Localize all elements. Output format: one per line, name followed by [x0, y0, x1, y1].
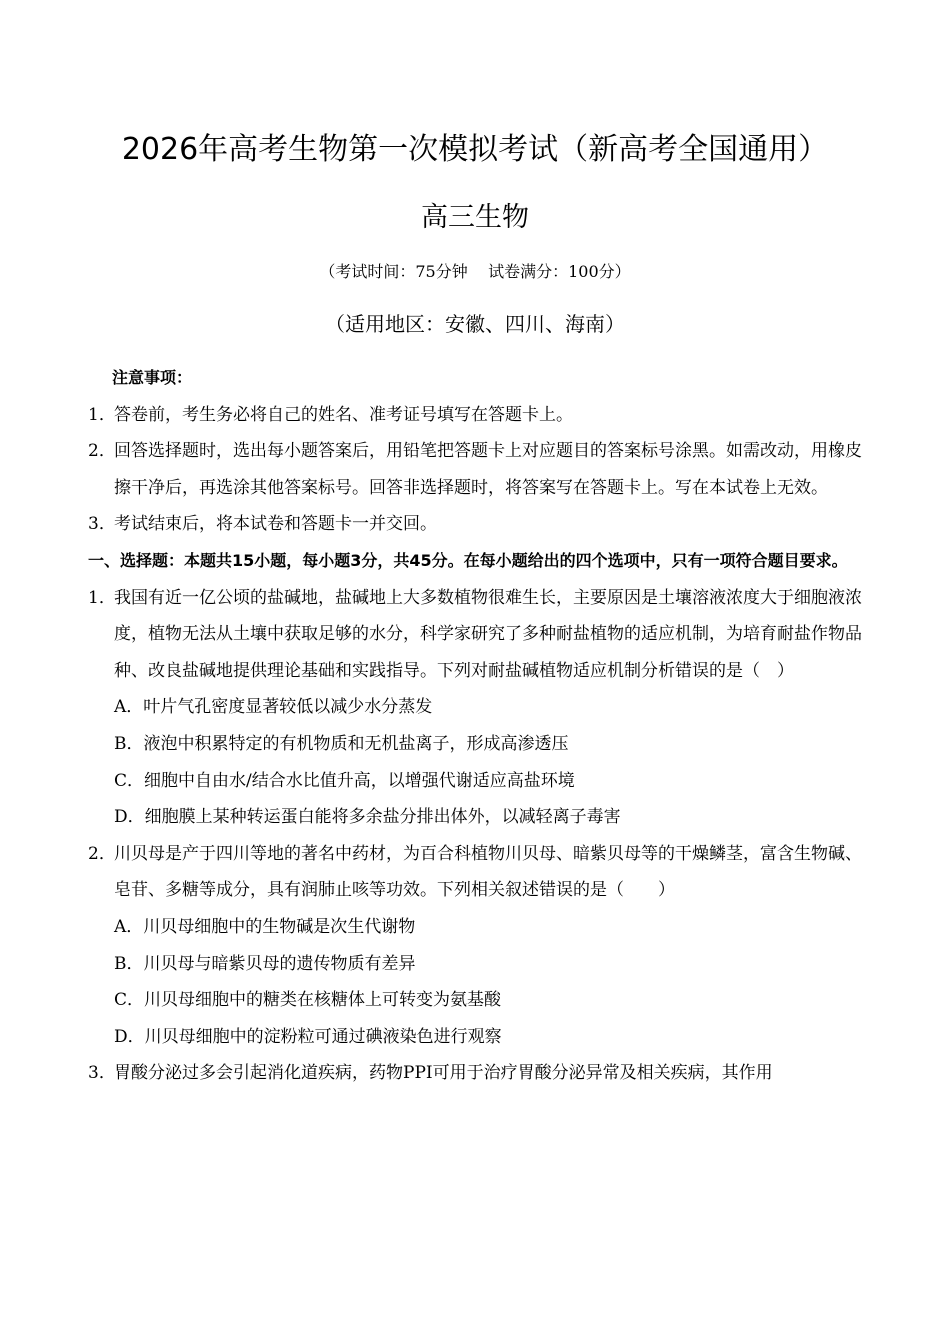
exam-subtitle: 高三生物	[421, 202, 529, 233]
section-heading: 一、选择题：本题共15小题，每小题3分，共45分。在每小题给出的四个选项中，只有一项符合题目要求。	[88, 550, 848, 570]
exam-body	[88, 360, 862, 1092]
question	[88, 836, 862, 909]
question-number: 2．	[88, 843, 116, 864]
notice-heading: 注意事项：	[112, 368, 193, 387]
question-stem: 川贝母是产于四川等地的著名中药材，为百合科植物川贝母、暗紫贝母等的干燥鳞茎，富含生物碱、皂苷、多糖等成分，具有润肺止咳等功效。下列相关叙述错误的是（ ）	[114, 843, 862, 901]
notice-item-number: 3．	[88, 514, 116, 535]
notice-item	[88, 506, 862, 543]
question-number: 1．	[88, 587, 116, 608]
question-stem: 胃酸分泌过多会引起消化道疾病，药物PPI可用于治疗胃酸分泌异常及相关疾病，其作用	[114, 1063, 773, 1084]
question-option: D．川贝母细胞中的淀粉粒可通过碘液染色进行观察	[114, 1026, 502, 1047]
question	[88, 580, 862, 690]
notice-item-text: 考试结束后，将本试卷和答题卡一并交回。	[114, 514, 437, 535]
notice-item	[88, 397, 862, 434]
notice-item-text: 回答选择题时，选出每小题答案后，用铅笔把答题卡上对应题目的答案标号涂黑。如需改动，用橡皮擦干净后，再选涂其他答案标号。回答非选择题时，将答案写在答题卡上。写在本试卷上无效。	[114, 441, 862, 498]
question-option: B．液泡中积累特定的有机物质和无机盐离子，形成高渗透压	[114, 733, 569, 754]
exam-title: 2026年高考生物第一次模拟考试（新高考全国通用）	[121, 132, 829, 167]
notice-item	[88, 433, 862, 506]
question-option: A．叶片气孔密度显著较低以减少水分蒸发	[114, 697, 433, 718]
question-option: A．川贝母细胞中的生物碱是次生代谢物	[114, 916, 416, 937]
notice-item-number: 1．	[88, 404, 116, 425]
question-number: 3．	[88, 1063, 116, 1084]
applicable-region: （适用地区：安徽、四川、海南）	[325, 312, 625, 336]
question-option: D．细胞膜上某种转运蛋白能将多余盐分排出体外，以减轻离子毒害	[114, 807, 621, 828]
exam-info: （考试时间：75分钟 试卷满分：100分）	[319, 262, 631, 281]
question-option: B．川贝母与暗紫贝母的遗传物质有差异	[114, 953, 416, 974]
notice-item-number: 2．	[88, 441, 116, 462]
notice-item-text: 答卷前，考生务必将自己的姓名、准考证号填写在答题卡上。	[114, 404, 573, 425]
question-option: C．细胞中自由水/结合水比值升高，以增强代谢适应高盐环境	[114, 770, 575, 791]
question	[88, 1055, 862, 1092]
question-stem: 我国有近一亿公顷的盐碱地，盐碱地上大多数植物很难生长，主要原因是土壤溶液浓度大于细胞液浓度，植物无法从土壤中获取足够的水分，科学家研究了多种耐盐植物的适应机制，为培育耐盐作物品种、改良盐碱地提供理论基础和实践指导。下列对耐盐碱植物适应机制分析错误的是（ ）	[114, 587, 862, 681]
question-option: C．川贝母细胞中的糖类在核糖体上可转变为氨基酸	[114, 990, 502, 1011]
